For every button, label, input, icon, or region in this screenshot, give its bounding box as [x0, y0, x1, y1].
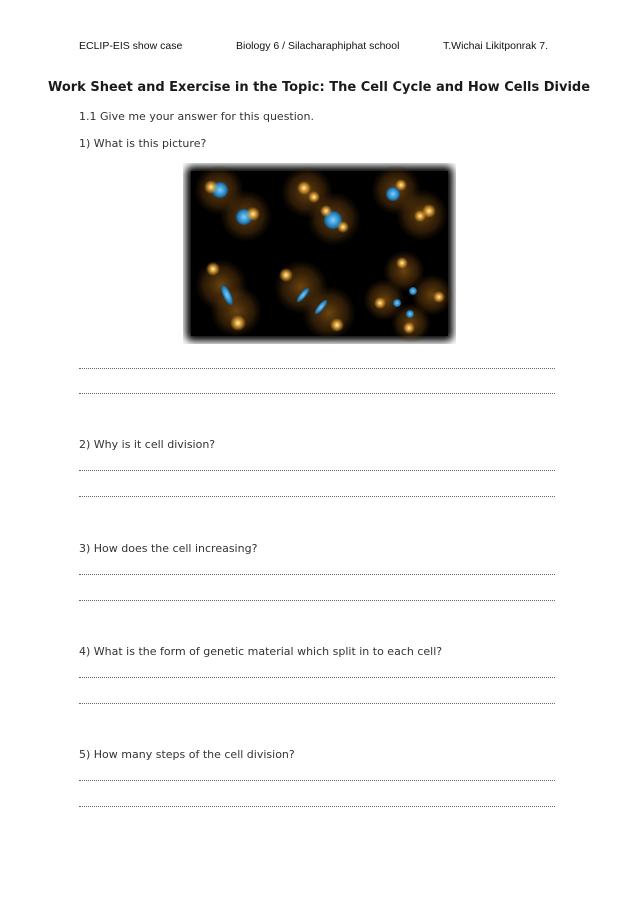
answer-line-3a[interactable]: [79, 574, 555, 575]
answer-line-2a[interactable]: [79, 470, 555, 471]
question-3: 3) How does the cell increasing?: [79, 542, 258, 555]
instruction-text: 1.1 Give me your answer for this question.: [79, 110, 314, 123]
answer-line-3b[interactable]: [79, 600, 555, 601]
question-1: 1) What is this picture?: [79, 137, 207, 150]
answer-line-2b[interactable]: [79, 496, 555, 497]
answer-line-5b[interactable]: [79, 806, 555, 807]
answer-line-4a[interactable]: [79, 677, 555, 678]
answer-line-5a[interactable]: [79, 780, 555, 781]
cell-division-micrograph: [183, 163, 456, 344]
header-left-text: ECLIP-EIS show case: [79, 40, 183, 52]
question-5: 5) How many steps of the cell division?: [79, 748, 295, 761]
question-4: 4) What is the form of genetic material which split in to each cell?: [79, 645, 443, 658]
answer-line-1a[interactable]: [79, 368, 555, 369]
header-author-page: T.Wichai Likitponrak 7.: [443, 40, 549, 52]
answer-line-1b[interactable]: [79, 393, 555, 394]
question-2: 2) Why is it cell division?: [79, 438, 216, 451]
worksheet-title: Work Sheet and Exercise in the Topic: The Cell Cycle and How Cells Divide: [47, 80, 591, 95]
header-course-text: Biology 6 / Silacharaphiphat school: [236, 40, 400, 52]
answer-line-4b[interactable]: [79, 703, 555, 704]
